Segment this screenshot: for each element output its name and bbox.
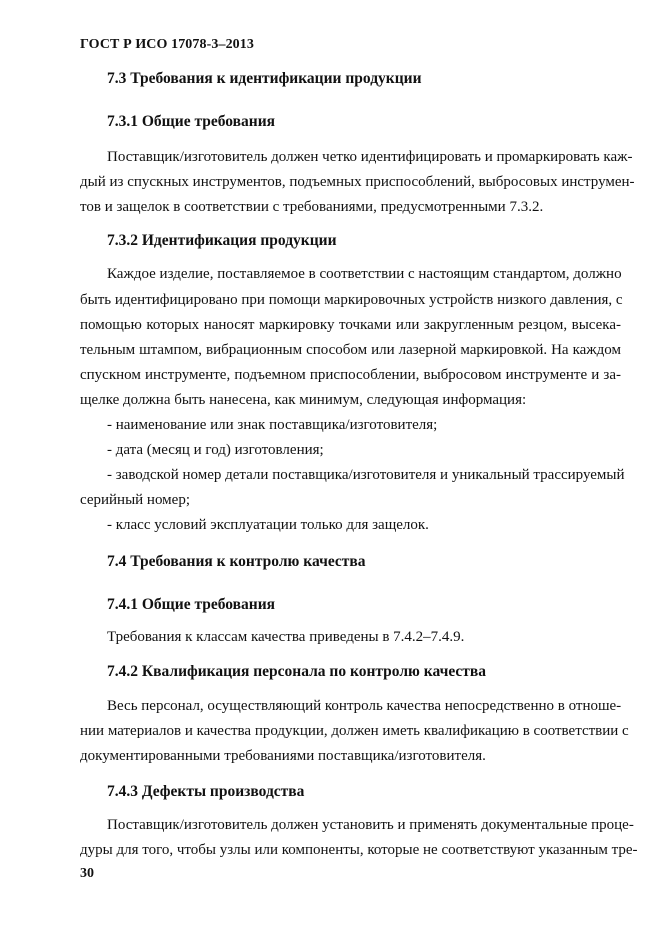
list-item: - класс условий эксплуатации только для защелок. — [107, 517, 429, 533]
list-item-continuation: серийный номер; — [80, 492, 190, 508]
section-7-4-1-heading: 7.4.1 Общие требования — [107, 596, 276, 613]
section-7-4-2-heading: 7.4.2 Квалификация персонала по контролю качества — [107, 663, 487, 680]
paragraph-line: документированными требованиями поставщика/изготовителя. — [80, 748, 486, 764]
list-item: - заводской номер детали поставщика/изготовителя и уникальный трассируемый — [107, 467, 625, 483]
paragraph-line: тов и защелок в соответствии с требованиями, предусмотренными 7.3.2. — [80, 199, 544, 215]
section-7-4-heading: 7.4 Требования к контролю качества — [107, 553, 366, 570]
paragraph-line: спускном инструменте, подъемном приспособлении, выбросовом инструменте и за- — [80, 367, 621, 383]
section-7-3-2-heading: 7.3.2 Идентификация продукции — [107, 232, 337, 249]
page-number: 30 — [80, 866, 94, 881]
section-7-4-3-heading: 7.4.3 Дефекты производства — [107, 783, 305, 800]
section-7-3-1-heading: 7.3.1 Общие требования — [107, 113, 276, 130]
paragraph-line: дый из спускных инструментов, подъемных приспособлений, выбросовых инструмен- — [80, 174, 635, 190]
paragraph-line: Поставщик/изготовитель должен четко идентифицировать и промаркировать каж- — [107, 149, 633, 165]
paragraph-line: дуры для того, чтобы узлы или компоненты, которые не соответствуют указанным тре- — [80, 842, 638, 858]
list-item: - наименование или знак поставщика/изготовителя; — [107, 417, 438, 433]
paragraph-line: быть идентифицировано при помощи маркировочных устройств низкого давления, с — [80, 292, 623, 308]
section-7-3-heading: 7.3 Требования к идентификации продукции — [107, 70, 422, 87]
document-header: ГОСТ Р ИСО 17078-3–2013 — [80, 37, 254, 52]
list-item: - дата (месяц и год) изготовления; — [107, 442, 324, 458]
paragraph-line: щелке должна быть нанесена, как минимум, следующая информация: — [80, 392, 527, 408]
paragraph-line: Требования к классам качества приведены в 7.4.2–7.4.9. — [107, 629, 465, 645]
paragraph-line: Весь персонал, осуществляющий контроль качества непосредственно в отноше- — [107, 698, 622, 714]
paragraph-line: нии материалов и качества продукции, должен иметь квалификацию в соответствии с — [80, 723, 629, 739]
paragraph-line: Поставщик/изготовитель должен установить и применять документальные проце- — [107, 817, 634, 833]
paragraph-line: Каждое изделие, поставляемое в соответствии с настоящим стандартом, должно — [107, 266, 622, 282]
paragraph-line: помощью которых наносят маркировку точками или закругленным резцом, высека- — [80, 317, 621, 333]
paragraph-line: тельным штампом, вибрационным способом или лазерной маркировкой. На каждом — [80, 342, 621, 358]
